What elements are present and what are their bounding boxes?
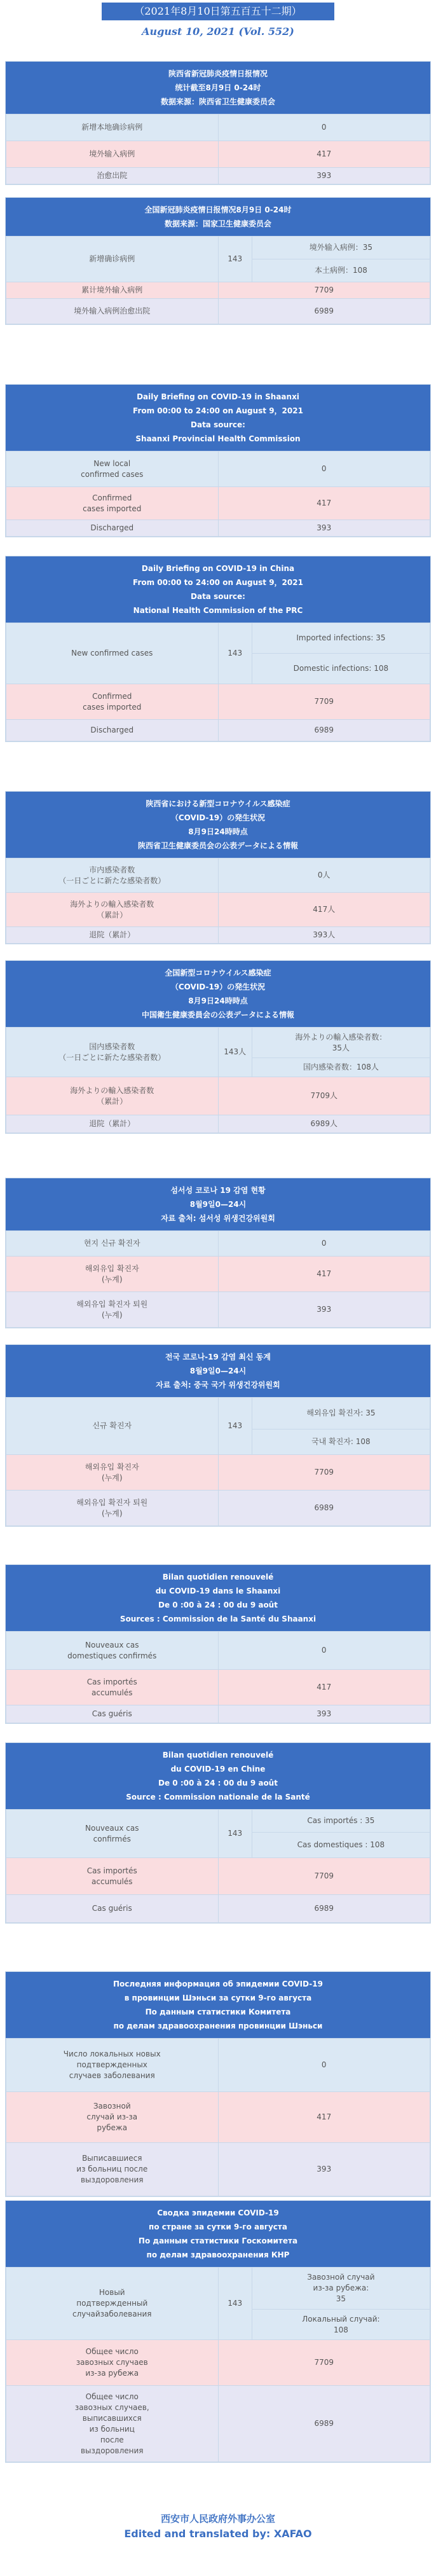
en-shaanxi-table xyxy=(6,451,430,537)
row-value: 0 xyxy=(218,1231,430,1257)
new-cases-value: 143 xyxy=(218,2268,252,2340)
zh-china-title xyxy=(6,198,430,236)
issue-date: August 10, 2021 (Vol. 552) xyxy=(142,25,294,38)
new-cases-label: 新增确诊病例 xyxy=(6,237,219,282)
row-label: Завозной случай из-за рубежа xyxy=(6,2092,219,2143)
en-shaanxi-title xyxy=(6,385,430,451)
imported-cases: Imported infections: 35 xyxy=(252,623,430,654)
row-value: 0人 xyxy=(218,858,430,893)
table-row xyxy=(6,282,430,299)
row-value: 417 xyxy=(218,141,430,168)
title-line: Сводка эпидемии COVID-19 xyxy=(157,2208,279,2217)
title-line: du COVID-19 en Chine xyxy=(170,1765,266,1774)
row-label: 해외유입 확진자 (누계) xyxy=(6,1257,219,1292)
domestic-cases: 국내 확진자: 108 xyxy=(252,1429,430,1455)
table-row xyxy=(6,1632,430,1670)
row-label: 退院（累計） xyxy=(6,1115,219,1133)
title-line: 8月9日24時時点 xyxy=(188,827,248,836)
title-line: Data source: xyxy=(191,592,245,601)
table-row xyxy=(6,893,430,927)
en-china-title xyxy=(6,556,430,623)
title-line: 섬서성 코로나 19 감염 현황 xyxy=(170,1186,266,1195)
en-china-table xyxy=(6,623,430,741)
row-label: Общее число завозных случаев из-за рубежа xyxy=(6,2340,219,2386)
row-label: Cas importés accumulés xyxy=(6,1858,219,1895)
table-row xyxy=(6,2143,430,2196)
title-line: Bilan quotidien renouvelé xyxy=(162,1751,274,1760)
row-value: 7709人 xyxy=(218,1077,430,1115)
table-row xyxy=(6,2340,430,2386)
table-row xyxy=(6,520,430,537)
table-row xyxy=(6,1231,430,1257)
row-label: 治愈出院 xyxy=(6,168,219,184)
table-row xyxy=(6,1257,430,1292)
table-row xyxy=(6,168,430,184)
ru-shaanxi-title xyxy=(6,1972,430,2038)
imported-cases: 境外输入病例：35 xyxy=(252,237,430,259)
new-cases-label: Новый подтвержденный случайзаболевания xyxy=(6,2268,219,2340)
ja-china-title xyxy=(6,961,430,1027)
ru-shaanxi-section xyxy=(5,1971,431,2197)
row-label: 海外よりの輸入感染者数 （累計） xyxy=(6,893,219,927)
row-label: 해외유입 확진자 퇴원 (누계) xyxy=(6,1292,219,1328)
domestic-cases: 本土病例：108 xyxy=(252,259,430,282)
row-label: Discharged xyxy=(6,520,219,537)
title-line: 全国新冠肺炎疫情日报情况8月9日 0-24时 xyxy=(144,205,292,214)
row-label: Cas guéris xyxy=(6,1895,219,1923)
ru-china-title xyxy=(6,2201,430,2267)
row-value: 393 xyxy=(218,1292,430,1328)
imported-cases: Cas importés : 35 xyxy=(252,1810,430,1833)
fr-china-section xyxy=(5,1742,431,1924)
row-value: 7709 xyxy=(218,282,430,299)
en-shaanxi-section xyxy=(5,384,431,537)
table-row xyxy=(6,1705,430,1723)
zh-shaanxi-title xyxy=(6,62,430,114)
fr-china-title xyxy=(6,1743,430,1809)
ko-china-section xyxy=(5,1344,431,1527)
table-row xyxy=(6,299,430,324)
title-line: De 0 :00 à 24 : 00 du 9 août xyxy=(158,1779,278,1787)
new-cases-value: 143人 xyxy=(218,1028,252,1077)
table-row xyxy=(6,1670,430,1705)
title-line: 8월9일0—24시 xyxy=(189,1367,247,1375)
table-row xyxy=(6,2039,430,2092)
title-line: Bilan quotidien renouvelé xyxy=(162,1573,274,1581)
new-cases-label: 신규 확진자 xyxy=(6,1398,219,1455)
row-value: 393 xyxy=(218,2143,430,2196)
imported-cases: Завозной случай из-за рубежа: 35 xyxy=(252,2268,430,2310)
new-cases-label: New confirmed cases xyxy=(6,623,219,684)
footer-credit: Edited and translated by: XAFAO xyxy=(124,2528,312,2540)
zh-shaanxi-section xyxy=(5,61,431,185)
table-row xyxy=(6,237,430,259)
title-line: 陕西省卫生健康委员会の公表データによる情報 xyxy=(137,841,298,850)
title-line: 陕西省における新型コロナウイルス感染症 xyxy=(146,799,290,808)
row-label: Число локальных новых подтвержденных случаев заболевания xyxy=(6,2039,219,2092)
ko-shaanxi-table xyxy=(6,1230,430,1328)
ko-china-title xyxy=(6,1345,430,1397)
zh-shaanxi-table xyxy=(6,114,430,184)
title-line: From 00:00 to 24:00 on August 9，2021 xyxy=(133,406,303,415)
table-row xyxy=(6,1858,430,1895)
row-value: 6989 xyxy=(218,1491,430,1526)
title-line: 数据来源：陕西省卫生健康委员会 xyxy=(160,97,275,106)
zh-china-section xyxy=(5,197,431,325)
fr-china-table xyxy=(6,1809,430,1923)
row-label: 境外输入病例 xyxy=(6,141,219,168)
domestic-cases: Domestic infections: 108 xyxy=(252,654,430,684)
title-line: Shaanxi Provincial Health Commission xyxy=(135,434,301,443)
table-row xyxy=(6,2092,430,2143)
title-line: 자료 출처: 중국 국가 위생건강위원회 xyxy=(156,1381,280,1389)
row-value: 417 xyxy=(218,487,430,520)
table-row xyxy=(6,1292,430,1328)
row-label: 新增本地确诊病例 xyxy=(6,114,219,141)
imported-cases: 해외유입 확진자: 35 xyxy=(252,1398,430,1429)
title-line: в провинции Шэньси за сутки 9-го августа xyxy=(124,1994,312,2002)
table-row xyxy=(6,927,430,944)
ko-shaanxi-section xyxy=(5,1178,431,1328)
table-row xyxy=(6,1895,430,1923)
row-value: 6989 xyxy=(218,720,430,741)
new-cases-value: 143 xyxy=(218,1398,252,1455)
row-label: 현지 신규 확진자 xyxy=(6,1231,219,1257)
ko-shaanxi-title xyxy=(6,1178,430,1230)
table-row xyxy=(6,1077,430,1115)
ja-shaanxi-title xyxy=(6,792,430,858)
title-line: по делам здравоохранения провинции Шэньси xyxy=(113,2022,323,2030)
table-row xyxy=(6,858,430,893)
title-line: 全国新型コロナウイルス感染症 xyxy=(165,968,271,977)
table-row xyxy=(6,1455,430,1491)
table-row xyxy=(6,451,430,487)
title-line: 8月9日24時時点 xyxy=(188,996,248,1005)
row-value: 0 xyxy=(218,451,430,487)
ru-china-section xyxy=(5,2200,431,2463)
title-line: （COVID-19）の発生状況 xyxy=(170,982,266,991)
ja-shaanxi-table xyxy=(6,858,430,944)
row-value: 0 xyxy=(218,2039,430,2092)
domestic-cases: 国内感染者数：108人 xyxy=(252,1058,430,1077)
row-label: Выписавшиеся из больниц после выздоровления xyxy=(6,2143,219,2196)
row-label: 累计境外输入病例 xyxy=(6,282,219,299)
title-line: du COVID-19 dans le Shaanxi xyxy=(155,1587,281,1595)
domestic-cases: Cas domestiques : 108 xyxy=(252,1833,430,1858)
title-line: 전국 코로나-19 감염 최신 동계 xyxy=(165,1353,271,1361)
table-row xyxy=(6,1115,430,1133)
row-value: 6989 xyxy=(218,2386,430,2462)
title-line: 8월9일0—24시 xyxy=(189,1200,247,1209)
title-line: Source : Commission nationale de la Santé xyxy=(126,1793,310,1801)
table-row xyxy=(6,141,430,168)
row-label: Confirmed cases imported xyxy=(6,684,219,720)
row-label: 市内感染者数 （一日ごとに新たな感染者数） xyxy=(6,858,219,893)
table-row xyxy=(6,684,430,720)
row-label: 退院（累計） xyxy=(6,927,219,944)
row-value: 393人 xyxy=(218,927,430,944)
title-line: 数据来源：国家卫生健康委员会 xyxy=(164,219,271,228)
ja-shaanxi-section xyxy=(5,791,431,944)
row-value: 417 xyxy=(218,1257,430,1292)
title-line: Daily Briefing on COVID-19 in China xyxy=(141,564,295,573)
title-line: 자료 출처: 섬서성 위생건강위원회 xyxy=(161,1214,275,1223)
title-line: Sources : Commission de la Santé du Shaanxi xyxy=(119,1615,317,1623)
imported-cases: 海外よりの輸入感染者数： 35人 xyxy=(252,1028,430,1058)
row-value: 393 xyxy=(218,1705,430,1723)
title-line: По данным статистики Госкомитета xyxy=(138,2236,298,2245)
ja-china-table xyxy=(6,1027,430,1133)
new-cases-label: 国内感染者数 （一日ごとに新たな感染者数） xyxy=(6,1028,219,1077)
title-line: From 00:00 to 24:00 on August 9，2021 xyxy=(133,578,303,587)
table-row xyxy=(6,2268,430,2310)
row-label: Cas guéris xyxy=(6,1705,219,1723)
zh-china-table xyxy=(6,236,430,324)
fr-shaanxi-section xyxy=(5,1564,431,1724)
row-label: Nouveaux cas domestiques confirmés xyxy=(6,1632,219,1670)
title-line: По данным статистики Комитета xyxy=(145,2008,291,2016)
en-china-section xyxy=(5,556,431,742)
row-value: 6989 xyxy=(218,299,430,324)
title-line: （COVID-19）の発生状況 xyxy=(170,813,266,822)
table-row xyxy=(6,1028,430,1058)
title-line: De 0 :00 à 24 : 00 du 9 août xyxy=(158,1601,278,1609)
footer-organization: 西安市人民政府外事办公室 xyxy=(160,2513,275,2524)
table-row xyxy=(6,623,430,654)
table-row xyxy=(6,1810,430,1833)
table-row xyxy=(6,1398,430,1429)
row-value: 7709 xyxy=(218,1858,430,1895)
table-row xyxy=(6,487,430,520)
table-row xyxy=(6,1491,430,1526)
title-line: Daily Briefing on COVID-19 in Shaanxi xyxy=(137,392,299,401)
row-value: 0 xyxy=(218,114,430,141)
table-row xyxy=(6,2386,430,2462)
row-value: 393 xyxy=(218,168,430,184)
title-line: Последняя информация об эпидемии COVID-19 xyxy=(113,1980,323,1988)
row-label: 海外よりの輸入感染者数 （累計） xyxy=(6,1077,219,1115)
row-value: 417人 xyxy=(218,893,430,927)
table-row xyxy=(6,114,430,141)
row-value: 7709 xyxy=(218,684,430,720)
new-cases-label: Nouveaux cas confirmés xyxy=(6,1810,219,1858)
domestic-cases: Локальный случай: 108 xyxy=(252,2310,430,2340)
title-line: по делам здравоохранения КНР xyxy=(146,2250,290,2259)
row-value: 417 xyxy=(218,2092,430,2143)
title-line: Data source: xyxy=(191,420,245,429)
ru-china-table xyxy=(6,2267,430,2462)
row-label: 해외유입 확진자 퇴원 (누계) xyxy=(6,1491,219,1526)
row-value: 417 xyxy=(218,1670,430,1705)
row-value: 6989 xyxy=(218,1895,430,1923)
title-line: 陕西省新冠肺炎疫情日报情况 xyxy=(168,69,268,78)
row-value: 7709 xyxy=(218,2340,430,2386)
fr-shaanxi-title xyxy=(6,1565,430,1631)
row-value: 393 xyxy=(218,520,430,537)
row-label: Confirmed cases imported xyxy=(6,487,219,520)
row-value: 0 xyxy=(218,1632,430,1670)
issue-badge: （2021年8月10日第五百五十二期） xyxy=(102,3,334,20)
title-line: по стране за сутки 9-го августа xyxy=(149,2222,287,2231)
row-label: Discharged xyxy=(6,720,219,741)
new-cases-value: 143 xyxy=(218,623,252,684)
row-label: 해외유입 확진자 (누계) xyxy=(6,1455,219,1491)
title-line: 中国衛生健康委員会の公表データによる情報 xyxy=(141,1010,294,1019)
ru-shaanxi-table xyxy=(6,2038,430,2196)
row-label: Cas importés accumulés xyxy=(6,1670,219,1705)
title-line: 统计截至8月9日 0-24时 xyxy=(175,83,261,92)
table-row xyxy=(6,720,430,741)
row-label: New local confirmed cases xyxy=(6,451,219,487)
row-value: 6989人 xyxy=(218,1115,430,1133)
row-label: 境外输入病例治愈出院 xyxy=(6,299,219,324)
row-label: Общее число завозных случаев, выписавшихся из больниц после выздоровления xyxy=(6,2386,219,2462)
new-cases-value: 143 xyxy=(218,1810,252,1858)
row-value: 7709 xyxy=(218,1455,430,1491)
ja-china-section xyxy=(5,960,431,1134)
title-line: National Health Commission of the PRC xyxy=(133,606,303,615)
new-cases-value: 143 xyxy=(218,237,252,282)
ko-china-table xyxy=(6,1397,430,1526)
fr-shaanxi-table xyxy=(6,1631,430,1723)
